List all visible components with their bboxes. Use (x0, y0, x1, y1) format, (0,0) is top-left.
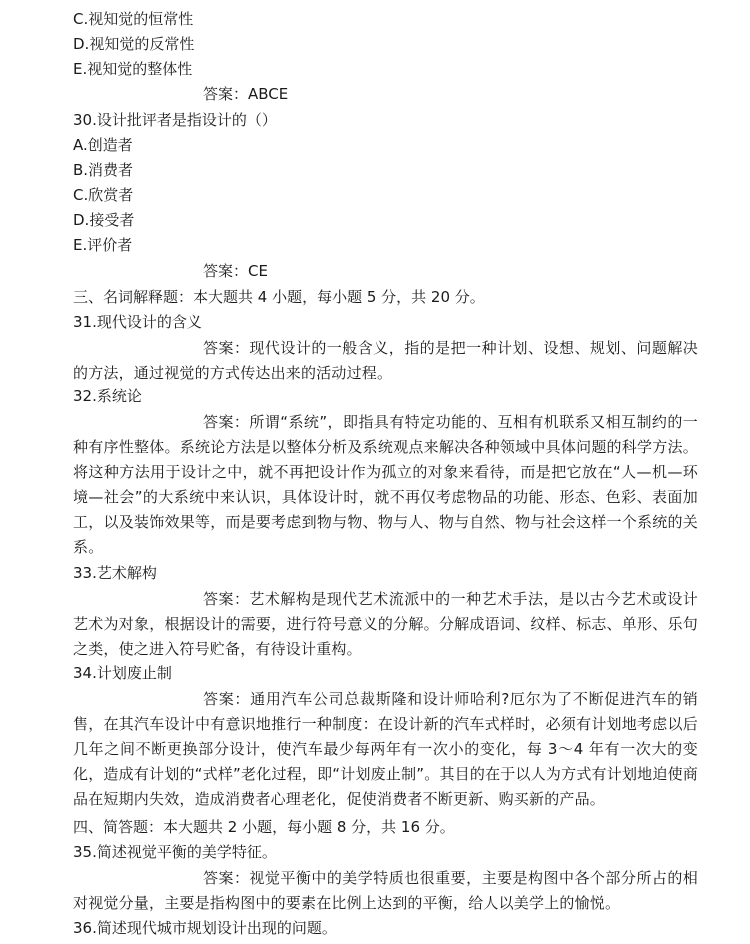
q29-answer: 答案：ABCE (203, 85, 289, 103)
q36-title: 36.简述现代城市规划设计出现的问题。 (73, 919, 337, 937)
section3-heading: 三、名词解释题：本大题共 4 小题，每小题 5 分，共 20 分。 (73, 288, 485, 306)
q35-answer: 答案：视觉平衡中的美学特质也很重要，主要是构图中各个部分所占的相对视觉分量，主要是指构图中的要素在比例上达到的平衡，给人以美学上的愉悦。 (73, 869, 698, 912)
q32-title: 32.系统论 (73, 387, 142, 405)
q30-option-a: A.创造者 (73, 136, 133, 154)
q31-title: 31.现代设计的含义 (73, 313, 202, 331)
q34-answer: 答案：通用汽车公司总裁斯隆和设计师哈利?厄尔为了不断促进汽车的销售，在其汽车设计中有意识地推行一种制度：在设计新的汽车式样时，必须有计划地考虑以后几年之间不断更换部分设计，使汽车最少每两年有一次小的变化，每 3～4 年有一次大的变化，造成有计划的“式样”老化过程，即“计划废止制”。其目的在于以人为方式有计划地迫使商品在短期内失效，造成消费者心理老化，促使消费者不断更新、购买新的产品。 (73, 690, 698, 808)
q33-answer: 答案：艺术解构是现代艺术流派中的一种艺术手法，是以古今艺术或设计艺术为对象，根据设计的需要，进行符号意义的分解。分解成语词、纹样、标志、单形、乐句之类，使之进入符号贮备，有待设计重构。 (73, 590, 698, 658)
section4-heading: 四、简答题：本大题共 2 小题，每小题 8 分，共 16 分。 (73, 818, 455, 836)
q30-option-e: E.评价者 (73, 236, 133, 254)
q31-answer: 答案：现代设计的一般含义，指的是把一种计划、设想、规划、问题解决的方法，通过视觉的方式传达出来的活动过程。 (73, 339, 698, 382)
q34-title: 34.计划废止制 (73, 664, 172, 682)
q29-option-d: D.视知觉的反常性 (73, 35, 195, 53)
q29-option-c: C.视知觉的恒常性 (73, 10, 194, 28)
q30-option-d: D.接受者 (73, 211, 135, 229)
q30-answer: 答案：CE (203, 262, 268, 280)
q35-title: 35.简述视觉平衡的美学特征。 (73, 843, 277, 861)
q30-option-c: C.欣赏者 (73, 186, 134, 204)
q32-answer: 答案：所谓“系统”，即指具有特定功能的、互相有机联系又相互制约的一种有序性整体。系统论方法是以整体分析及系统观点来解决各种领域中具体问题的科学方法。将这种方法用于设计之中，就不再把设计作为孤立的对象来看待，而是把它放在“人—机—环境—社会”的大系统中来认识，具体设计时，就不再仅考虑物品的功能、形态、色彩、表面加工，以及装饰效果等，而是要考虑到物与物、物与人、物与自然、物与社会这样一个系统的关系。 (73, 413, 698, 556)
q29-option-e: E.视知觉的整体性 (73, 60, 193, 78)
q30-question: 30.设计批评者是指设计的（） (73, 111, 277, 129)
q33-title: 33.艺术解构 (73, 564, 157, 582)
q30-option-b: B.消费者 (73, 161, 134, 179)
